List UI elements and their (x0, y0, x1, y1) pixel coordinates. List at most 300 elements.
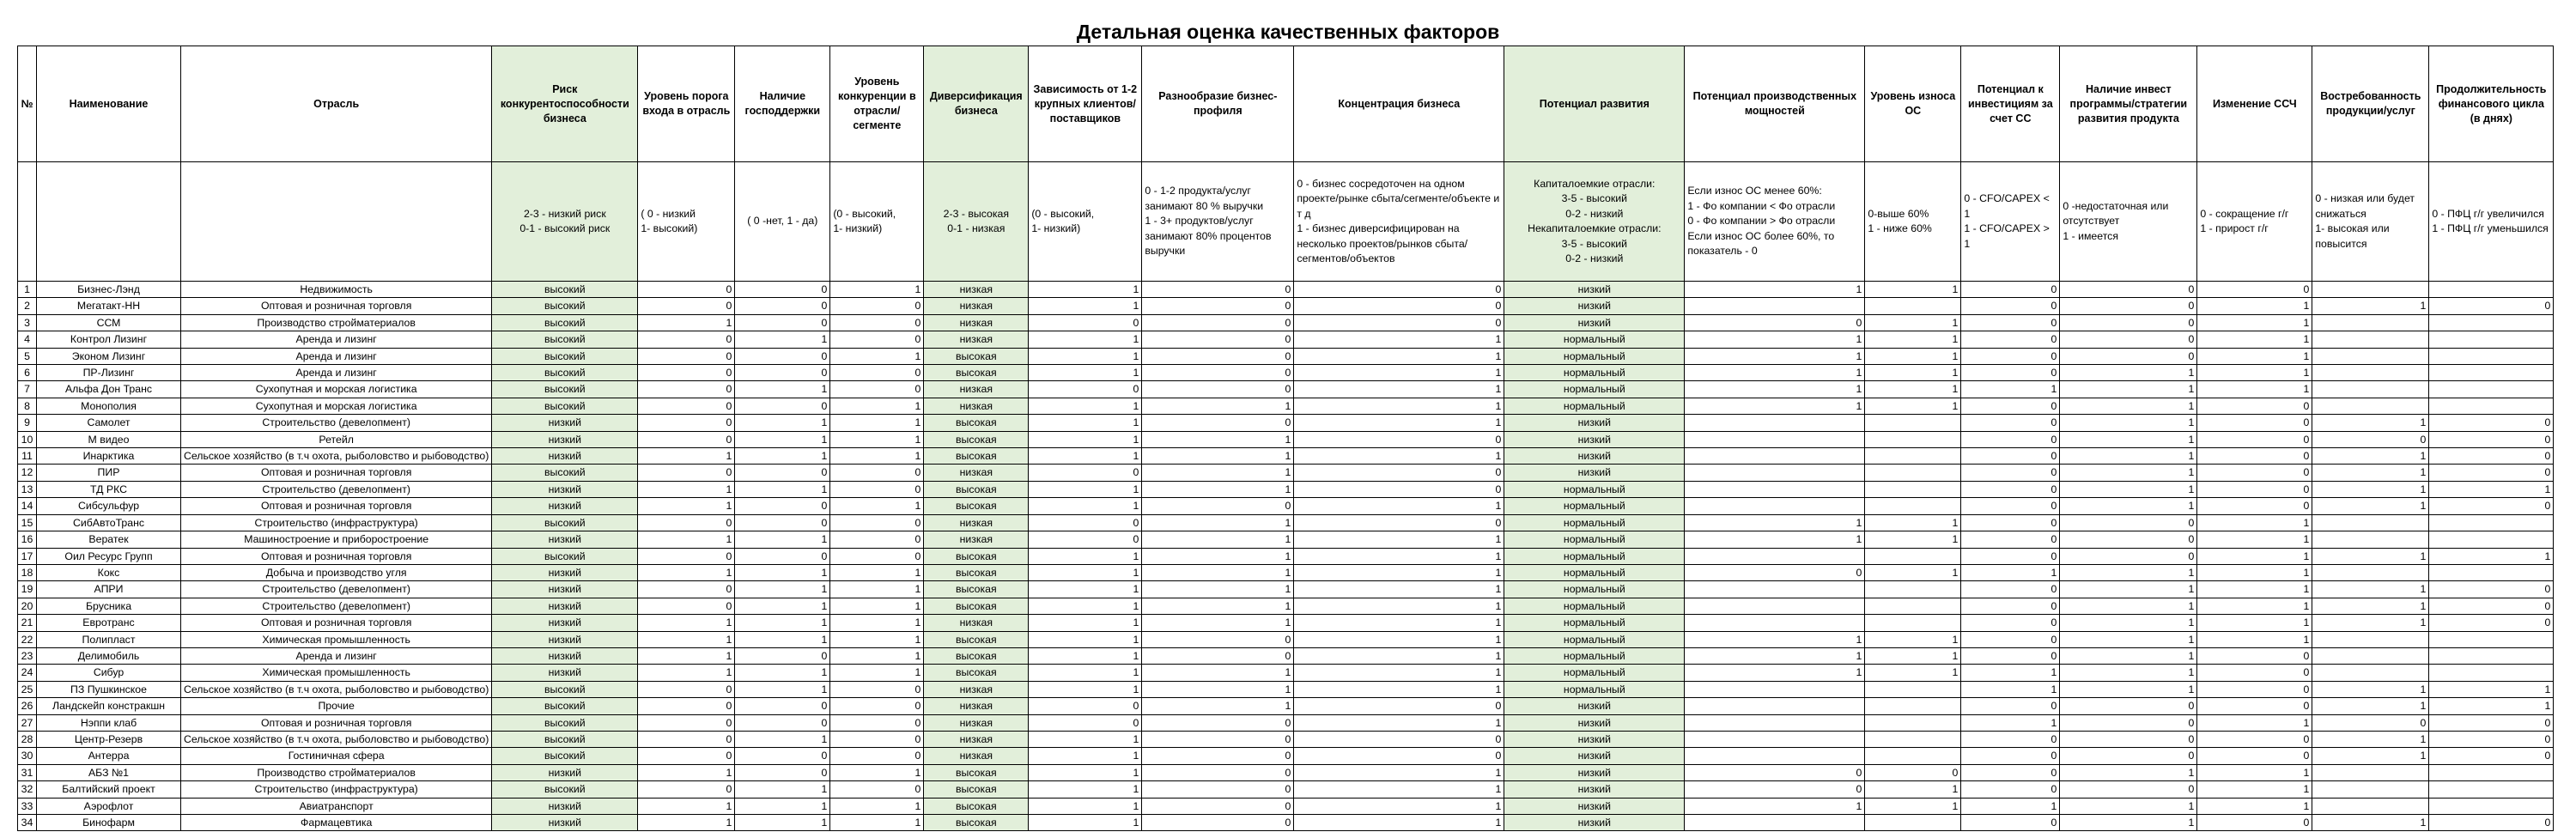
cell-variety: 1 (1142, 665, 1294, 681)
cell-cycle: 1 (2429, 548, 2554, 564)
cell-competition: 0 (830, 514, 924, 531)
cell-variety: 0 (1142, 298, 1294, 314)
cell-demand: 1 (2312, 481, 2429, 497)
cell-cycle: 0 (2429, 731, 2554, 747)
cell-competition: 0 (830, 331, 924, 348)
cell-competitiveness: высокий (492, 398, 638, 414)
cell-competitiveness: высокий (492, 731, 638, 747)
cell-competitiveness: высокий (492, 365, 638, 381)
cell-name: Нэппи клаб (37, 714, 181, 731)
cell-entry: 0 (638, 581, 735, 598)
cell-industry: Производство стройматериалов (181, 314, 492, 331)
cell-cycle: 0 (2429, 748, 2554, 764)
cell-dependency: 1 (1029, 665, 1142, 681)
cell-no: 28 (18, 731, 37, 747)
cell-ssch: 1 (2197, 781, 2312, 798)
cell-invest: 0 (1961, 531, 2060, 548)
table-row (18, 698, 2554, 714)
cell-name: ПИР (37, 465, 181, 481)
cell-competitiveness: высокий (492, 465, 638, 481)
cell-competitiveness: низкий (492, 815, 638, 831)
cell-demand: 0 (2312, 431, 2429, 447)
cell-cycle: 0 (2429, 598, 2554, 614)
cell-entry: 1 (638, 665, 735, 681)
cell-variety: 0 (1142, 748, 1294, 764)
cell-concentration: 1 (1294, 415, 1504, 431)
cell-demand (2312, 531, 2429, 548)
cell-invest: 0 (1961, 282, 2060, 298)
cell-cycle (2429, 647, 2554, 664)
cell-variety: 0 (1142, 381, 1294, 398)
cell-name: Монополия (37, 398, 181, 414)
cell-competitiveness: низкий (492, 764, 638, 780)
cell-potential: низкий (1504, 448, 1685, 465)
cell-ssch: 0 (2197, 282, 2312, 298)
cell-variety: 0 (1142, 764, 1294, 780)
cell-concentration: 1 (1294, 631, 1504, 647)
cell-capacity: 1 (1685, 381, 1865, 398)
cell-competition: 0 (830, 731, 924, 747)
cell-strategy: 0 (2060, 731, 2197, 747)
cell-industry: Ретейл (181, 431, 492, 447)
cell-support: 1 (735, 564, 830, 580)
cell-diversification: высокая (924, 781, 1029, 798)
cell-strategy: 1 (2060, 398, 2197, 414)
cell-diversification: низкая (924, 698, 1029, 714)
cell-no: 25 (18, 681, 37, 697)
cell-cycle: 0 (2429, 448, 2554, 465)
cell-potential: низкий (1504, 714, 1685, 731)
cell-industry: Производство стройматериалов (181, 764, 492, 780)
cell-dependency: 0 (1029, 714, 1142, 731)
cell-ssch: 0 (2197, 465, 2312, 481)
cell-diversification: высокая (924, 481, 1029, 497)
cell-dependency: 1 (1029, 282, 1142, 298)
cell-wear: 1 (1865, 282, 1961, 298)
cell-cycle (2429, 564, 2554, 580)
cell-dependency: 1 (1029, 764, 1142, 780)
cell-support: 0 (735, 764, 830, 780)
cell-potential: низкий (1504, 415, 1685, 431)
cell-wear (1865, 731, 1961, 747)
cell-diversification: высокая (924, 498, 1029, 514)
cell-dependency: 1 (1029, 415, 1142, 431)
cell-dependency: 1 (1029, 681, 1142, 697)
cell-name: М видео (37, 431, 181, 447)
cell-demand: 1 (2312, 698, 2429, 714)
cell-entry: 1 (638, 448, 735, 465)
cell-entry: 0 (638, 598, 735, 614)
cell-support: 0 (735, 465, 830, 481)
cell-entry: 0 (638, 331, 735, 348)
cell-invest: 1 (1961, 381, 2060, 398)
cell-dependency: 1 (1029, 348, 1142, 364)
cell-potential: нормальный (1504, 365, 1685, 381)
cell-industry: Аренда и лизинг (181, 647, 492, 664)
cell-wear: 1 (1865, 781, 1961, 798)
cell-support: 1 (735, 665, 830, 681)
cell-ssch: 1 (2197, 714, 2312, 731)
cell-concentration: 1 (1294, 764, 1504, 780)
cell-invest: 0 (1961, 298, 2060, 314)
cell-potential: нормальный (1504, 665, 1685, 681)
cell-competitiveness: низкий (492, 631, 638, 647)
cell-variety: 1 (1142, 398, 1294, 414)
cell-diversification: низкая (924, 465, 1029, 481)
cell-entry: 1 (638, 647, 735, 664)
cell-no: 34 (18, 815, 37, 831)
table-row (18, 731, 2554, 747)
cell-competitiveness: низкий (492, 665, 638, 681)
cell-potential: низкий (1504, 314, 1685, 331)
cell-concentration: 1 (1294, 398, 1504, 414)
cell-name: Оил Ресурс Групп (37, 548, 181, 564)
cell-concentration: 1 (1294, 798, 1504, 814)
cell-demand (2312, 798, 2429, 814)
cell-demand (2312, 365, 2429, 381)
cell-industry: Строительство (инфраструктура) (181, 514, 492, 531)
cell-entry: 0 (638, 698, 735, 714)
cell-variety: 0 (1142, 798, 1294, 814)
cell-invest: 0 (1961, 431, 2060, 447)
cell-capacity: 0 (1685, 764, 1865, 780)
cell-potential: низкий (1504, 781, 1685, 798)
cell-name: АПРИ (37, 581, 181, 598)
cell-wear (1865, 465, 1961, 481)
cell-industry: Химическая промышленность (181, 665, 492, 681)
cell-industry: Аренда и лизинг (181, 365, 492, 381)
cell-strategy: 1 (2060, 631, 2197, 647)
cell-demand: 1 (2312, 615, 2429, 631)
cell-variety: 0 (1142, 631, 1294, 647)
cell-name: Сибур (37, 665, 181, 681)
cell-wear: 1 (1865, 381, 1961, 398)
cell-concentration: 1 (1294, 365, 1504, 381)
criteria-strategy: 0 -недостаточная или отсутствует 1 - имеется (2060, 162, 2197, 282)
cell-capacity (1685, 465, 1865, 481)
cell-support: 1 (735, 681, 830, 697)
cell-cycle: 0 (2429, 298, 2554, 314)
cell-industry: Оптовая и розничная торговля (181, 298, 492, 314)
cell-capacity: 1 (1685, 331, 1865, 348)
cell-variety: 1 (1142, 548, 1294, 564)
cell-wear (1865, 431, 1961, 447)
table-row (18, 398, 2554, 414)
cell-diversification: низкая (924, 282, 1029, 298)
cell-cycle: 1 (2429, 481, 2554, 497)
cell-competitiveness: высокий (492, 348, 638, 364)
cell-competition: 1 (830, 665, 924, 681)
column-header-strategy: Наличие инвест программы/стратегии развития продукта (2060, 46, 2197, 162)
table-row (18, 764, 2554, 780)
cell-diversification: низкая (924, 714, 1029, 731)
cell-entry: 1 (638, 498, 735, 514)
cell-potential: нормальный (1504, 381, 1685, 398)
table-row (18, 581, 2554, 598)
cell-ssch: 0 (2197, 698, 2312, 714)
cell-no: 32 (18, 781, 37, 798)
cell-entry: 1 (638, 631, 735, 647)
cell-invest: 0 (1961, 631, 2060, 647)
cell-industry: Оптовая и розничная торговля (181, 465, 492, 481)
cell-competition: 1 (830, 581, 924, 598)
cell-ssch: 0 (2197, 815, 2312, 831)
cell-wear: 0 (1865, 764, 1961, 780)
cell-potential: нормальный (1504, 598, 1685, 614)
cell-diversification: высокая (924, 564, 1029, 580)
cell-concentration: 1 (1294, 548, 1504, 564)
cell-concentration: 0 (1294, 481, 1504, 497)
cell-entry: 0 (638, 465, 735, 481)
cell-concentration: 0 (1294, 514, 1504, 531)
cell-diversification: низкая (924, 381, 1029, 398)
cell-competition: 0 (830, 314, 924, 331)
cell-diversification: низкая (924, 748, 1029, 764)
cell-no: 4 (18, 331, 37, 348)
criteria-concentration: 0 - бизнес сосредоточен на одном проекте/рынке сбыта/сегменте/объекте и т д 1 - бизнес диверсифицирован на несколько проектов/рынков сбыта/сегментов/объектов (1294, 162, 1504, 282)
cell-variety: 1 (1142, 431, 1294, 447)
cell-variety: 1 (1142, 531, 1294, 548)
cell-demand (2312, 398, 2429, 414)
column-header-concentration: Концентрация бизнеса (1294, 46, 1504, 162)
cell-diversification: низкая (924, 681, 1029, 697)
cell-ssch: 1 (2197, 381, 2312, 398)
table-row (18, 815, 2554, 831)
cell-competitiveness: высокий (492, 381, 638, 398)
cell-no: 33 (18, 798, 37, 814)
cell-dependency: 1 (1029, 748, 1142, 764)
cell-dependency: 1 (1029, 798, 1142, 814)
cell-strategy: 1 (2060, 365, 2197, 381)
cell-potential: нормальный (1504, 548, 1685, 564)
criteria-potential: Капиталоемкие отрасли: 3-5 - высокий 0-2 - низкий Некапиталоемкие отрасли: 3-5 - высокий 0-2 - низкий (1504, 162, 1685, 282)
cell-support: 0 (735, 314, 830, 331)
cell-name: Балтийский проект (37, 781, 181, 798)
cell-potential: низкий (1504, 298, 1685, 314)
cell-invest: 0 (1961, 448, 2060, 465)
table-row (18, 365, 2554, 381)
cell-name: Делимобиль (37, 647, 181, 664)
cell-wear (1865, 298, 1961, 314)
cell-capacity: 1 (1685, 647, 1865, 664)
cell-concentration: 1 (1294, 647, 1504, 664)
cell-demand: 1 (2312, 598, 2429, 614)
criteria-competition: (0 - высокий, 1- низкий) (830, 162, 924, 282)
cell-wear (1865, 498, 1961, 514)
cell-industry: Аренда и лизинг (181, 331, 492, 348)
column-header-name: Наименование (37, 46, 181, 162)
cell-invest: 0 (1961, 498, 2060, 514)
cell-concentration: 0 (1294, 465, 1504, 481)
criteria-dependency: (0 - высокий, 1- низкий) (1029, 162, 1142, 282)
cell-demand (2312, 631, 2429, 647)
cell-no: 18 (18, 564, 37, 580)
cell-entry: 1 (638, 481, 735, 497)
cell-cycle (2429, 398, 2554, 414)
cell-demand (2312, 564, 2429, 580)
cell-no: 15 (18, 514, 37, 531)
cell-wear (1865, 615, 1961, 631)
cell-wear (1865, 815, 1961, 831)
cell-potential: низкий (1504, 431, 1685, 447)
cell-wear: 1 (1865, 331, 1961, 348)
cell-capacity: 1 (1685, 514, 1865, 531)
cell-ssch: 0 (2197, 415, 2312, 431)
cell-dependency: 1 (1029, 581, 1142, 598)
cell-no: 3 (18, 314, 37, 331)
cell-competition: 0 (830, 365, 924, 381)
cell-ssch: 0 (2197, 431, 2312, 447)
cell-industry: Сельское хозяйство (в т.ч охота, рыболовство и рыбоводство) (181, 681, 492, 697)
cell-dependency: 0 (1029, 698, 1142, 714)
cell-demand (2312, 331, 2429, 348)
cell-support: 0 (735, 282, 830, 298)
cell-potential: нормальный (1504, 514, 1685, 531)
cell-industry: Оптовая и розничная торговля (181, 714, 492, 731)
criteria-row (18, 162, 2554, 282)
cell-concentration: 1 (1294, 448, 1504, 465)
cell-strategy: 1 (2060, 598, 2197, 614)
cell-invest: 0 (1961, 481, 2060, 497)
cell-competitiveness: высокий (492, 282, 638, 298)
cell-competitiveness: низкий (492, 431, 638, 447)
cell-concentration: 1 (1294, 615, 1504, 631)
cell-industry: Строительство (инфраструктура) (181, 781, 492, 798)
cell-name: Полипласт (37, 631, 181, 647)
cell-name: ПР-Лизинг (37, 365, 181, 381)
cell-dependency: 1 (1029, 564, 1142, 580)
cell-concentration: 1 (1294, 331, 1504, 348)
cell-no: 12 (18, 465, 37, 481)
cell-concentration: 0 (1294, 282, 1504, 298)
criteria-industry (181, 162, 492, 282)
cell-diversification: высокая (924, 348, 1029, 364)
cell-dependency: 1 (1029, 431, 1142, 447)
cell-industry: Оптовая и розничная торговля (181, 548, 492, 564)
cell-demand: 1 (2312, 731, 2429, 747)
cell-demand: 1 (2312, 681, 2429, 697)
cell-strategy: 0 (2060, 282, 2197, 298)
cell-strategy: 0 (2060, 748, 2197, 764)
cell-industry: Оптовая и розничная торговля (181, 498, 492, 514)
cell-invest: 0 (1961, 764, 2060, 780)
cell-no: 20 (18, 598, 37, 614)
cell-variety: 1 (1142, 514, 1294, 531)
cell-competition: 1 (830, 615, 924, 631)
cell-ssch: 1 (2197, 631, 2312, 647)
cell-invest: 1 (1961, 714, 2060, 731)
qualitative-factors-table (17, 46, 2554, 831)
cell-demand: 1 (2312, 548, 2429, 564)
cell-cycle (2429, 764, 2554, 780)
cell-competition: 1 (830, 764, 924, 780)
cell-capacity (1685, 431, 1865, 447)
cell-no: 27 (18, 714, 37, 731)
cell-diversification: низкая (924, 731, 1029, 747)
cell-concentration: 1 (1294, 564, 1504, 580)
column-header-wear: Уровень износа ОС (1865, 46, 1961, 162)
cell-no: 1 (18, 282, 37, 298)
cell-no: 23 (18, 647, 37, 664)
cell-competition: 0 (830, 681, 924, 697)
cell-dependency: 1 (1029, 598, 1142, 614)
cell-capacity: 0 (1685, 781, 1865, 798)
cell-diversification: высокая (924, 431, 1029, 447)
cell-variety: 0 (1142, 731, 1294, 747)
cell-no: 31 (18, 764, 37, 780)
cell-competitiveness: низкий (492, 647, 638, 664)
cell-ssch: 0 (2197, 398, 2312, 414)
cell-competition: 0 (830, 748, 924, 764)
cell-cycle: 0 (2429, 465, 2554, 481)
cell-cycle (2429, 531, 2554, 548)
cell-dependency: 1 (1029, 398, 1142, 414)
cell-dependency: 0 (1029, 314, 1142, 331)
cell-entry: 0 (638, 781, 735, 798)
cell-competition: 1 (830, 415, 924, 431)
cell-demand: 1 (2312, 498, 2429, 514)
cell-concentration: 1 (1294, 665, 1504, 681)
cell-diversification: высокая (924, 548, 1029, 564)
table-row (18, 631, 2554, 647)
cell-cycle: 0 (2429, 615, 2554, 631)
cell-potential: нормальный (1504, 581, 1685, 598)
cell-diversification: высокая (924, 581, 1029, 598)
cell-strategy: 1 (2060, 481, 2197, 497)
cell-cycle (2429, 631, 2554, 647)
cell-industry: Недвижимость (181, 282, 492, 298)
cell-strategy: 1 (2060, 448, 2197, 465)
cell-diversification: низкая (924, 331, 1029, 348)
cell-demand (2312, 314, 2429, 331)
cell-industry: Аренда и лизинг (181, 348, 492, 364)
cell-competition: 0 (830, 381, 924, 398)
cell-support: 0 (735, 514, 830, 531)
cell-diversification: высокая (924, 631, 1029, 647)
cell-name: Ландскейп констракшн (37, 698, 181, 714)
cell-name: ССМ (37, 314, 181, 331)
cell-strategy: 0 (2060, 698, 2197, 714)
cell-ssch: 1 (2197, 314, 2312, 331)
cell-no: 11 (18, 448, 37, 465)
cell-cycle (2429, 365, 2554, 381)
column-header-ssch: Изменение ССЧ (2197, 46, 2312, 162)
cell-competition: 1 (830, 631, 924, 647)
cell-strategy: 1 (2060, 615, 2197, 631)
cell-support: 1 (735, 581, 830, 598)
table-row (18, 798, 2554, 814)
cell-support: 1 (735, 448, 830, 465)
cell-industry: Строительство (девелопмент) (181, 581, 492, 598)
cell-diversification: низкая (924, 514, 1029, 531)
cell-no: 6 (18, 365, 37, 381)
cell-invest: 0 (1961, 398, 2060, 414)
cell-name: Евротранс (37, 615, 181, 631)
cell-support: 1 (735, 631, 830, 647)
cell-concentration: 0 (1294, 731, 1504, 747)
cell-potential: низкий (1504, 798, 1685, 814)
cell-cycle (2429, 514, 2554, 531)
cell-concentration: 1 (1294, 498, 1504, 514)
cell-concentration: 0 (1294, 298, 1504, 314)
cell-name: Брусника (37, 598, 181, 614)
cell-competition: 0 (830, 465, 924, 481)
cell-industry: Оптовая и розничная торговля (181, 615, 492, 631)
table-row (18, 647, 2554, 664)
table-row (18, 665, 2554, 681)
cell-competitiveness: низкий (492, 798, 638, 814)
cell-invest: 1 (1961, 564, 2060, 580)
